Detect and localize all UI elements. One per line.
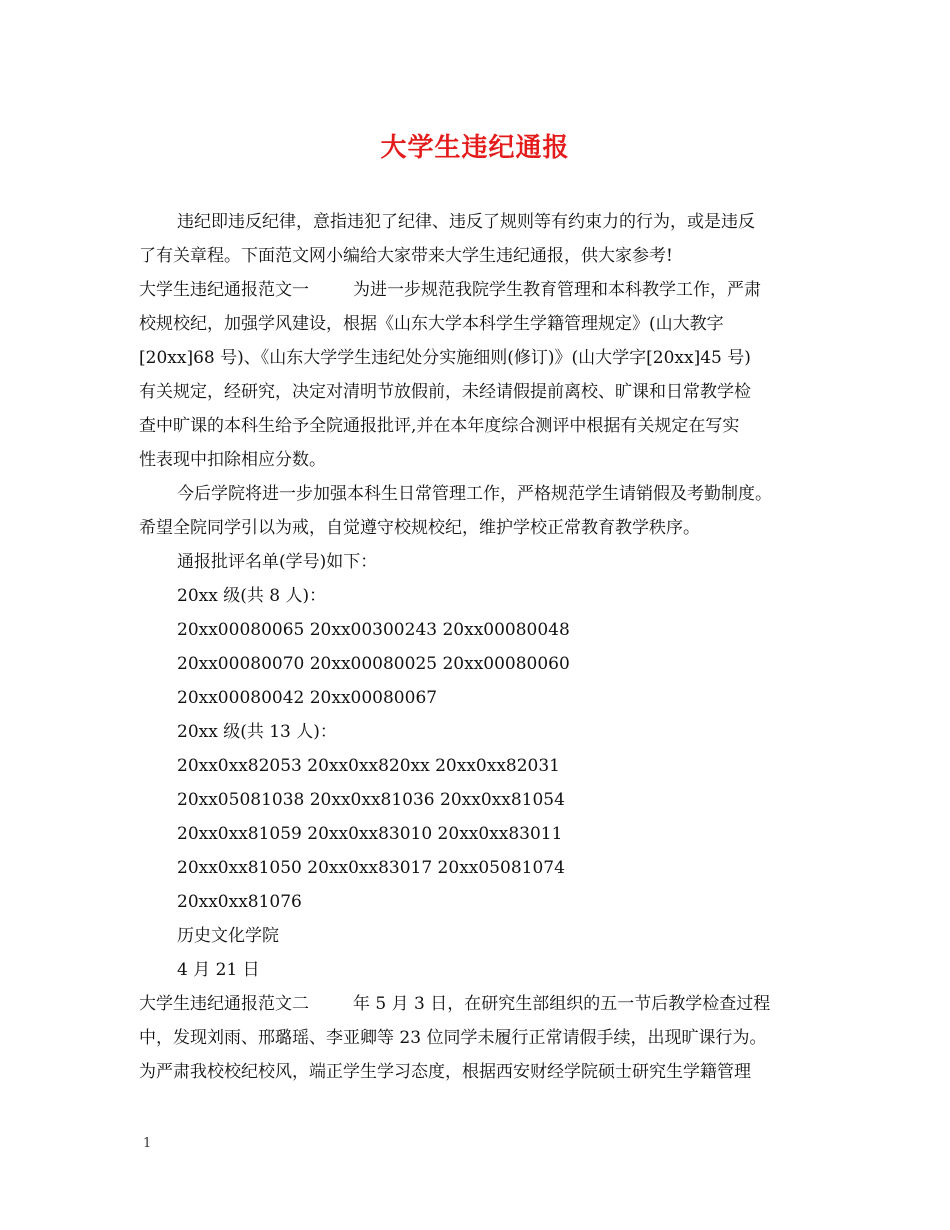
student-id-row: 20xx05081038 20xx0xx81036 20xx0xx81054: [177, 790, 565, 810]
sample1-heading: 大学生违纪通报范文一: [139, 280, 309, 300]
sample1-line: 查中旷课的本科生给予全院通报批评,并在本年度综合测评中根据有关规定在写实: [139, 416, 740, 436]
sample2-line: 中，发现刘雨、邢璐瑶、李亚卿等 23 位同学未履行正常请假手续，出现旷课行为。: [139, 1028, 767, 1048]
document-body: [139, 205, 839, 1089]
student-id-row: 20xx0xx81059 20xx0xx83010 20xx0xx83011: [177, 824, 563, 844]
sample1-line: 校规校纪，加强学风建设，根据《山东大学本科学生学籍管理规定》(山大教字: [139, 314, 724, 334]
intro-line: 了有关章程。下面范文网小编给大家带来大学生违纪通报，供大家参考!: [139, 246, 673, 266]
sample2-line: 为严肃我校校纪校风，端正学生学习态度，根据西安财经学院硕士研究生学籍管理: [139, 1062, 751, 1082]
sample1-line: [20xx]68 号)、《山东大学学生违纪处分实施细则(修订)》(山大学字[20xx]45 号): [139, 348, 751, 368]
sample2-first-line: 年 5 月 3 日，在研究生部组织的五一节后教学检查过程: [353, 994, 771, 1014]
student-id-row: 20xx00080070 20xx00080025 20xx00080060: [177, 654, 570, 674]
sample1-para2-line: 今后学院将进一步加强本科生日常管理工作，严格规范学生请销假及考勤制度。: [177, 484, 772, 504]
sample1-para2-line: 希望全院同学引以为戒，自觉遵守校规校纪，维护学校正常教育教学秩序。: [139, 518, 700, 538]
student-id-row: 20xx00080065 20xx00300243 20xx00080048: [177, 620, 570, 640]
student-id-row: 20xx0xx81050 20xx0xx83017 20xx05081074: [177, 858, 565, 878]
sample1-heading-line: [139, 273, 839, 307]
group1-title: 20xx 级(共 8 人)：: [177, 586, 327, 606]
sample2-heading-line: [139, 987, 839, 1021]
page-number: 1: [143, 1136, 152, 1151]
sample1-line: 性表现中扣除相应分数。: [139, 450, 326, 470]
student-id-row: 20xx0xx82053 20xx0xx820xx 20xx0xx82031: [177, 756, 560, 776]
list-intro: 通报批评名单(学号)如下：: [177, 552, 378, 572]
intro-line: 违纪即违反纪律，意指违犯了纪律、违反了规则等有约束力的行为，或是违反: [177, 212, 755, 232]
sample2-heading: 大学生违纪通报范文二: [139, 994, 309, 1014]
document-title: 大学生违纪通报: [380, 133, 570, 163]
date: 4 月 21 日: [177, 960, 260, 980]
sample1-line: 有关规定，经研究，决定对清明节放假前，未经请假提前离校、旷课和日常教学检: [139, 382, 751, 402]
signature: 历史文化学院: [177, 926, 279, 946]
student-id-row: 20xx00080042 20xx00080067: [177, 688, 438, 708]
student-id-row: 20xx0xx81076: [177, 892, 302, 912]
group2-title: 20xx 级(共 13 人)：: [177, 722, 337, 742]
sample1-first-line: 为进一步规范我院学生教育管理和本科教学工作，严肃: [353, 280, 761, 300]
